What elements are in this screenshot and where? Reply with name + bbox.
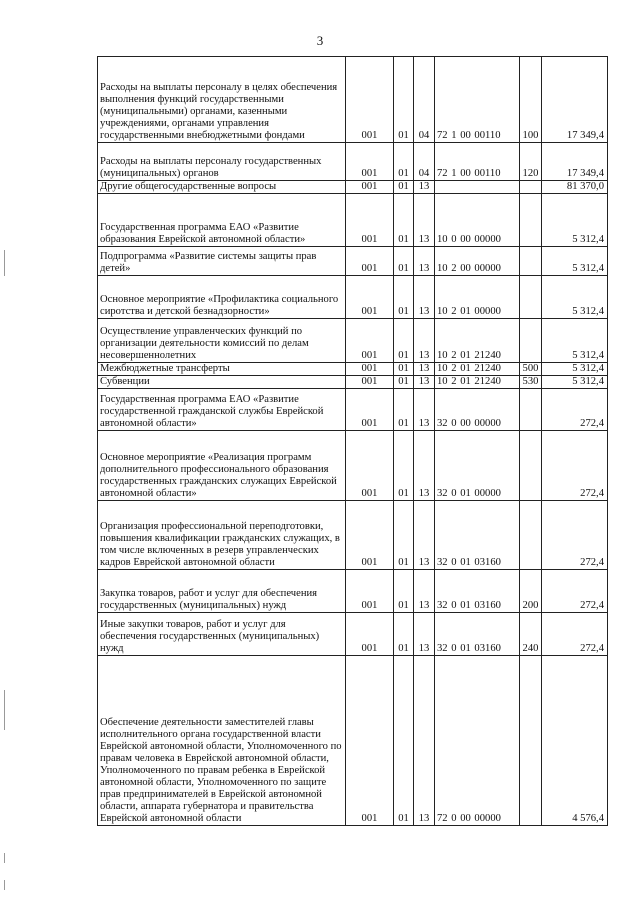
cell-amount: 5 312,4	[542, 376, 608, 389]
cell-pr: 13	[414, 431, 435, 501]
cell-amount: 5 312,4	[542, 319, 608, 363]
cell-vr	[520, 656, 542, 826]
cell-rz: 01	[394, 143, 414, 181]
table-row	[98, 143, 608, 181]
cell-rz: 01	[394, 501, 414, 570]
cell-rz: 01	[394, 570, 414, 613]
cell-rz: 01	[394, 247, 414, 276]
cell-name: Закупка товаров, работ и услуг для обеспечения государственных (муниципальных) нужд	[98, 570, 346, 613]
cell-rz: 01	[394, 656, 414, 826]
cell-pr: 13	[414, 613, 435, 656]
cell-csr	[435, 181, 520, 194]
cell-ved: 001	[346, 389, 394, 431]
cell-vr	[520, 276, 542, 319]
cell-csr: 32 0 01 03160	[435, 501, 520, 570]
cell-pr: 04	[414, 143, 435, 181]
cell-csr: 72 1 00 00110	[435, 143, 520, 181]
table-row	[98, 181, 608, 194]
cell-vr	[520, 319, 542, 363]
cell-ved: 001	[346, 57, 394, 143]
cell-amount: 5 312,4	[542, 276, 608, 319]
cell-pr: 13	[414, 376, 435, 389]
cell-vr	[520, 501, 542, 570]
budget-table	[97, 56, 608, 826]
table-row	[98, 319, 608, 363]
table-row	[98, 194, 608, 247]
cell-pr: 13	[414, 276, 435, 319]
margin-mark	[4, 690, 5, 730]
cell-amount: 4 576,4	[542, 656, 608, 826]
cell-pr: 04	[414, 57, 435, 143]
cell-pr: 13	[414, 656, 435, 826]
cell-csr: 10 2 01 21240	[435, 319, 520, 363]
cell-name: Субвенции	[98, 376, 346, 389]
cell-pr: 13	[414, 389, 435, 431]
table-row	[98, 431, 608, 501]
page-number: 3	[316, 33, 324, 48]
cell-vr	[520, 431, 542, 501]
table-row	[98, 276, 608, 319]
cell-csr: 10 0 00 00000	[435, 194, 520, 247]
cell-ved: 001	[346, 181, 394, 194]
cell-rz: 01	[394, 431, 414, 501]
cell-rz: 01	[394, 613, 414, 656]
cell-rz: 01	[394, 194, 414, 247]
cell-name: Межбюджетные трансферты	[98, 363, 346, 376]
cell-name: Иные закупки товаров, работ и услуг для обеспечения государственных (муниципальных) нужд	[98, 613, 346, 656]
table-row	[98, 501, 608, 570]
cell-amount: 17 349,4	[542, 143, 608, 181]
cell-ved: 001	[346, 143, 394, 181]
cell-ved: 001	[346, 613, 394, 656]
cell-ved: 001	[346, 247, 394, 276]
table-row	[98, 656, 608, 826]
cell-csr: 72 1 00 00110	[435, 57, 520, 143]
cell-amount: 272,4	[542, 613, 608, 656]
cell-pr: 13	[414, 194, 435, 247]
cell-csr: 10 2 01 00000	[435, 276, 520, 319]
cell-csr: 32 0 01 03160	[435, 613, 520, 656]
cell-csr: 10 2 01 21240	[435, 363, 520, 376]
cell-ved: 001	[346, 276, 394, 319]
cell-csr: 72 0 00 00000	[435, 656, 520, 826]
cell-pr: 13	[414, 319, 435, 363]
cell-pr: 13	[414, 570, 435, 613]
cell-pr: 13	[414, 181, 435, 194]
cell-rz: 01	[394, 319, 414, 363]
cell-name: Государственная программа ЕАО «Развитие государственной гражданской службы Еврейской автономной области»	[98, 389, 346, 431]
cell-name: Подпрограмма «Развитие системы защиты прав детей»	[98, 247, 346, 276]
cell-name: Организация профессиональной переподготовки, повышения квалификации гражданских служащих, в том числе включенных в резерв управленческих кадров Еврейской автономной области	[98, 501, 346, 570]
cell-amount: 5 312,4	[542, 194, 608, 247]
cell-vr: 240	[520, 613, 542, 656]
cell-rz: 01	[394, 363, 414, 376]
table-row	[98, 613, 608, 656]
table-row	[98, 363, 608, 376]
table-row	[98, 570, 608, 613]
cell-name: Расходы на выплаты персоналу в целях обеспечения выполнения функций государственными (муниципальными) органами, казенными учреждениями, органами управления государственными внебюджетными фондами	[98, 57, 346, 143]
cell-csr: 32 0 01 00000	[435, 431, 520, 501]
cell-name: Расходы на выплаты персоналу государственных (муниципальных) органов	[98, 143, 346, 181]
cell-ved: 001	[346, 501, 394, 570]
cell-amount: 272,4	[542, 501, 608, 570]
cell-amount: 5 312,4	[542, 363, 608, 376]
cell-name: Государственная программа ЕАО «Развитие образования Еврейской автономной области»	[98, 194, 346, 247]
cell-csr: 10 2 00 00000	[435, 247, 520, 276]
table-row	[98, 247, 608, 276]
cell-csr: 10 2 01 21240	[435, 376, 520, 389]
cell-vr	[520, 247, 542, 276]
table-row	[98, 376, 608, 389]
cell-rz: 01	[394, 181, 414, 194]
cell-vr: 530	[520, 376, 542, 389]
cell-ved: 001	[346, 194, 394, 247]
cell-ved: 001	[346, 570, 394, 613]
cell-vr	[520, 181, 542, 194]
table-row	[98, 389, 608, 431]
cell-amount: 81 370,0	[542, 181, 608, 194]
cell-ved: 001	[346, 319, 394, 363]
margin-mark	[4, 250, 5, 276]
cell-ved: 001	[346, 656, 394, 826]
cell-vr: 100	[520, 57, 542, 143]
cell-rz: 01	[394, 57, 414, 143]
cell-rz: 01	[394, 389, 414, 431]
cell-vr: 500	[520, 363, 542, 376]
cell-pr: 13	[414, 363, 435, 376]
margin-mark	[4, 853, 5, 863]
cell-ved: 001	[346, 376, 394, 389]
cell-amount: 272,4	[542, 431, 608, 501]
cell-vr: 120	[520, 143, 542, 181]
cell-rz: 01	[394, 276, 414, 319]
cell-name: Основное мероприятие «Профилактика социального сиротства и детской безнадзорности»	[98, 276, 346, 319]
table-row	[98, 57, 608, 143]
cell-amount: 17 349,4	[542, 57, 608, 143]
cell-name: Осуществление управленческих функций по организации деятельности комиссий по делам несовершеннолетних	[98, 319, 346, 363]
cell-name: Обеспечение деятельности заместителей главы исполнительного органа государственной власти Еврейской автономной области, Уполномоченного по правам человека в Еврейской автономной области, Уполномоченного по правам ребенка в Еврейской автономной области, Уполномоченного по защите прав предпринимателей в Еврейской автономной области, аппарата губернатора и правительства Еврейской автономной области	[98, 656, 346, 826]
margin-mark	[4, 880, 5, 890]
cell-pr: 13	[414, 247, 435, 276]
cell-amount: 272,4	[542, 389, 608, 431]
cell-rz: 01	[394, 376, 414, 389]
cell-vr	[520, 389, 542, 431]
cell-vr: 200	[520, 570, 542, 613]
cell-csr: 32 0 00 00000	[435, 389, 520, 431]
cell-ved: 001	[346, 431, 394, 501]
cell-amount: 5 312,4	[542, 247, 608, 276]
cell-amount: 272,4	[542, 570, 608, 613]
cell-csr: 32 0 01 03160	[435, 570, 520, 613]
cell-name: Основное мероприятие «Реализация программ дополнительного профессионального образования государственных гражданских служащих Еврейской автономной области»	[98, 431, 346, 501]
cell-ved: 001	[346, 363, 394, 376]
cell-vr	[520, 194, 542, 247]
cell-name: Другие общегосударственные вопросы	[98, 181, 346, 194]
cell-pr: 13	[414, 501, 435, 570]
